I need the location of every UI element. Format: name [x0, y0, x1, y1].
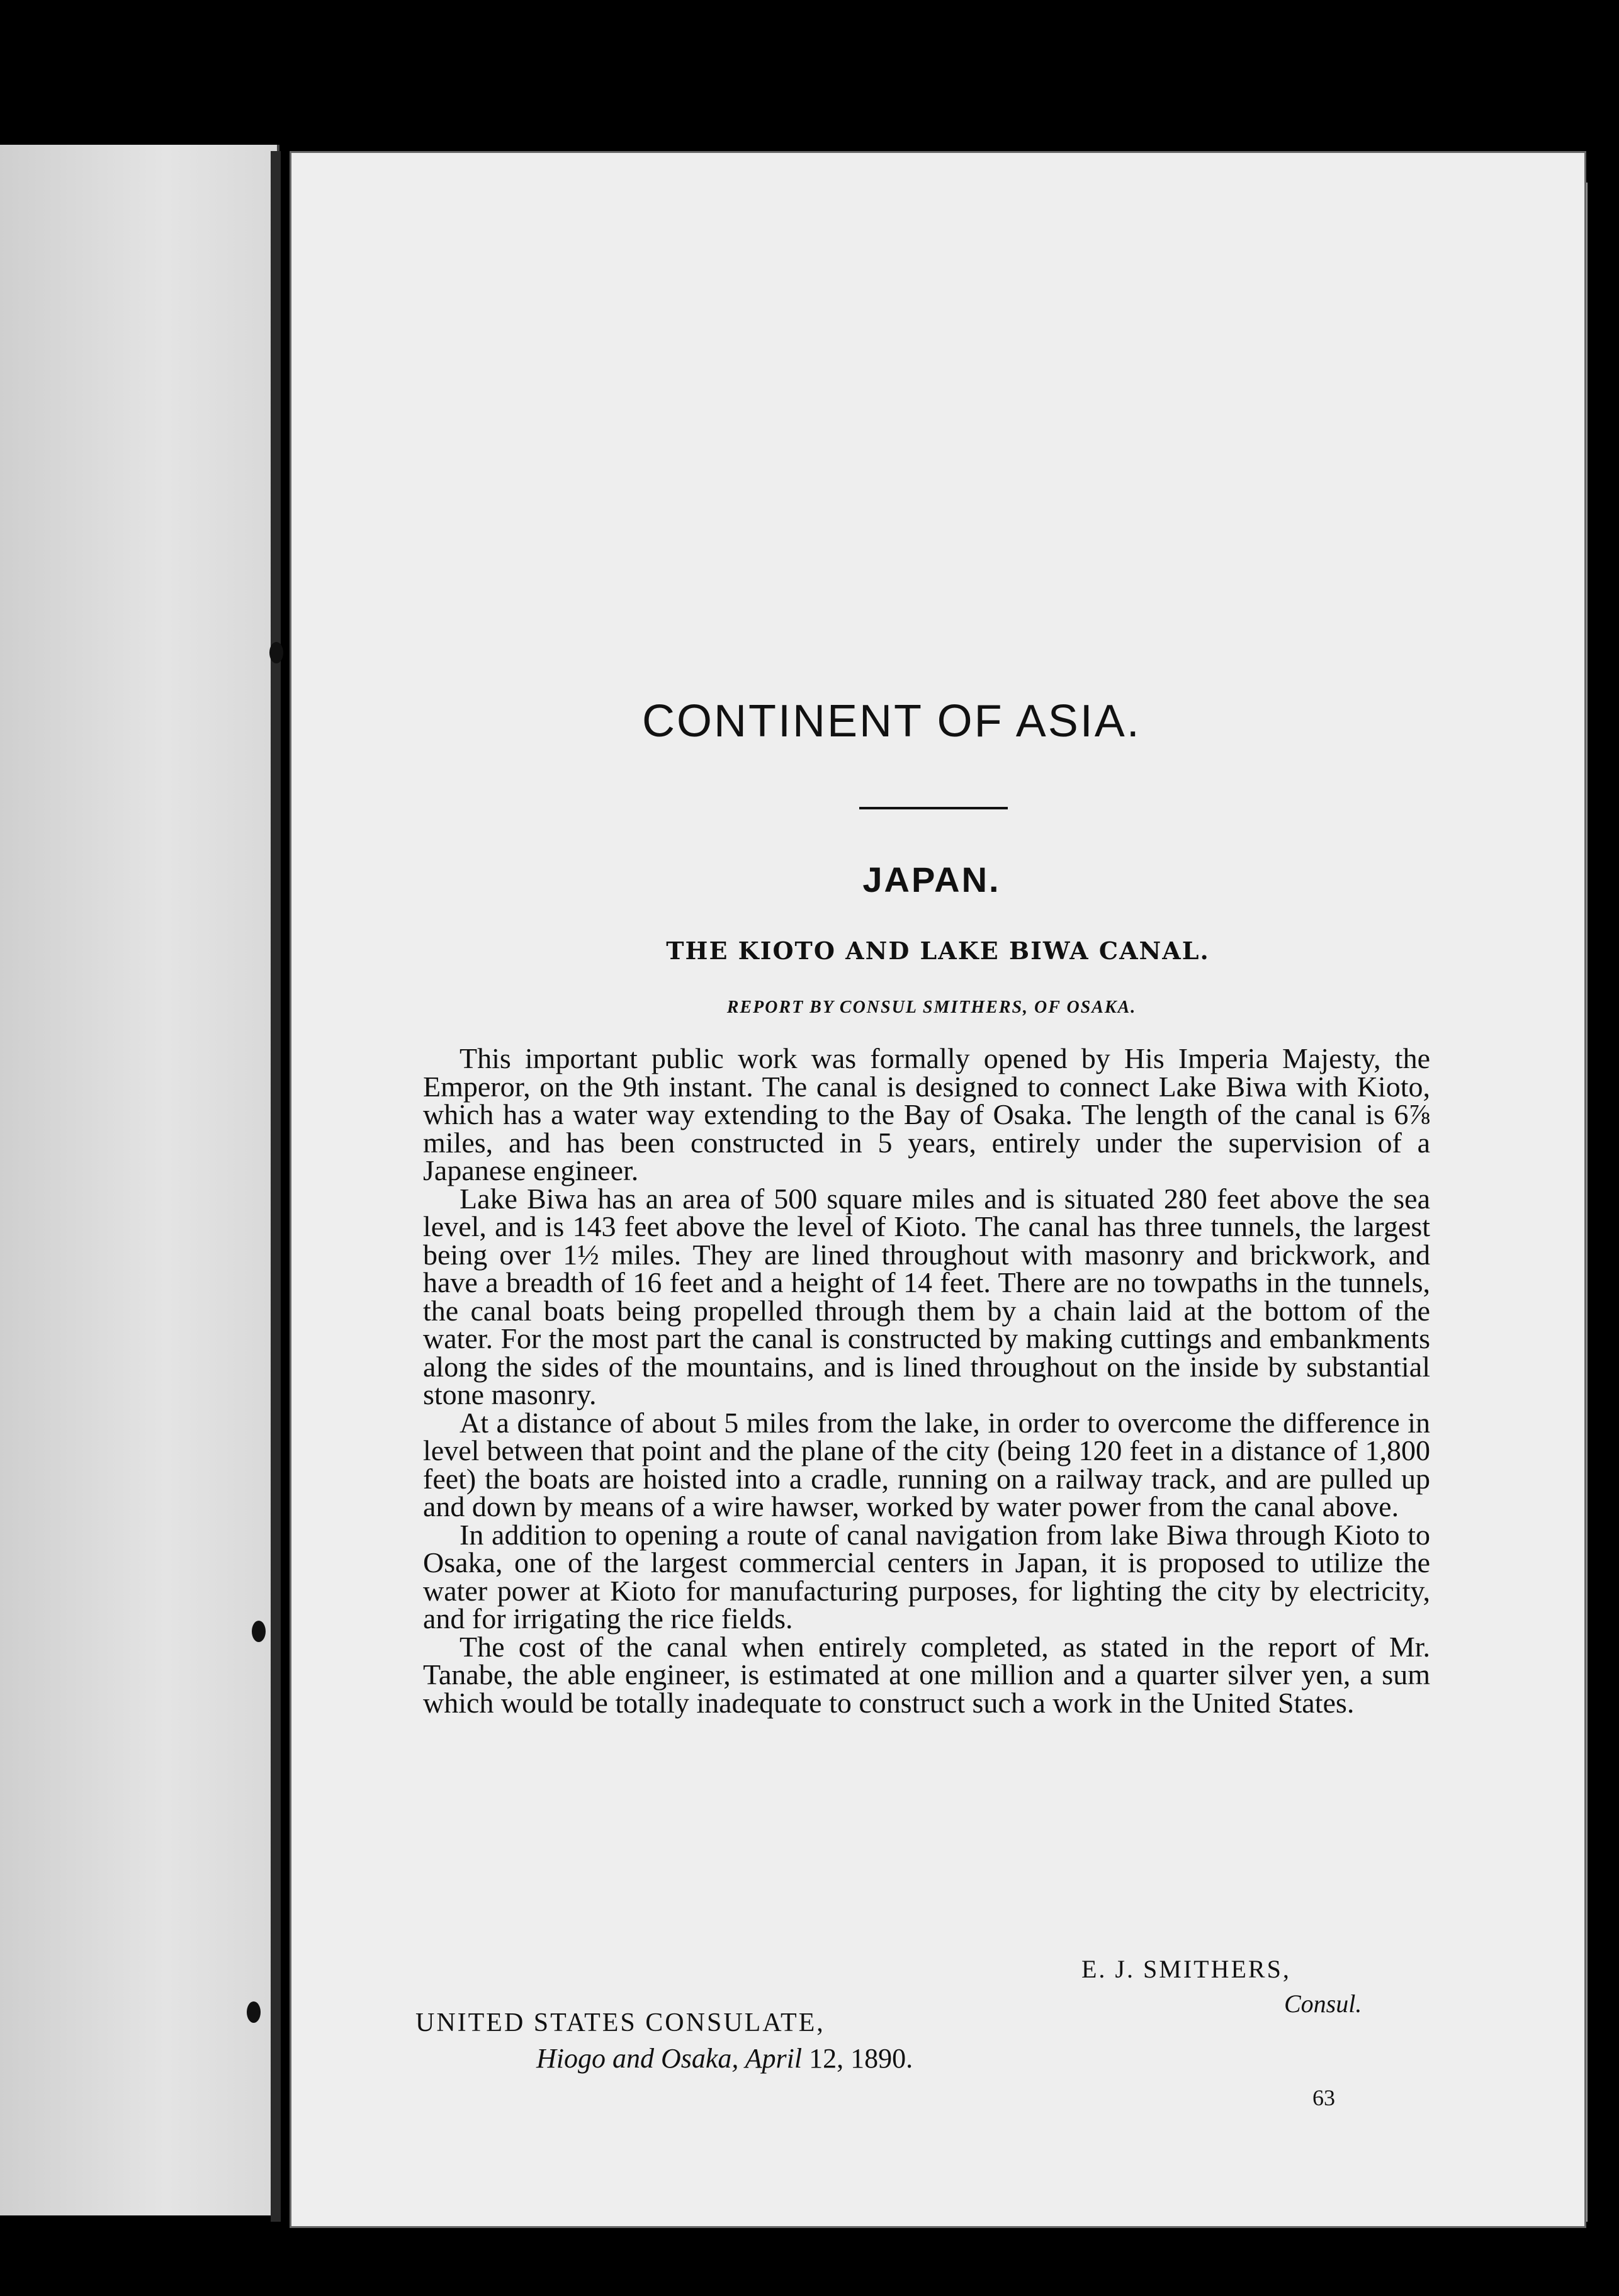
paragraph: At a distance of about 5 miles from the lake, in order to overcome the difference in level between that point and the plane of the city (being 120 feet in a distance of 1,800 feet) the boats are hoisted into a cradle, running on a railway track, and are pulled up and down by means of a wire hawser, worked by water power from the canal above. — [423, 1406, 1430, 1522]
paragraph: In addition to opening a route of canal navigation from lake Biwa through Kioto to Osaka, one of the largest commercial centers in Japan, it is proposed to utilize the water power at Kioto for manufacturing purposes, for lighting the city by electricity, and for irrigating the rice fields. — [423, 1518, 1430, 1635]
binding-stitch — [247, 2001, 261, 2023]
article-title: THE KIOTO AND LAKE BIWA CANAL. — [666, 937, 1210, 965]
article-body — [423, 1042, 1430, 1719]
paragraph: This important public work was formally opened by His Imperia Majesty, the Emperor, on the 9th instant. The canal is designed to connect Lake Biwa with Kioto, which has a water way extending to the Bay of Osaka. The length of the canal is 6⅞ miles, and has been constructed in 5 years, entirely under the supervision of a Japanese engineer. — [423, 1042, 1430, 1186]
paragraph: Lake Biwa has an area of 500 square miles and is situated 280 feet above the sea level, and is 143 feet above the level of Kioto. The canal has three tunnels, the largest being over 1½ miles. They are lined throughout with masonry and brickwork, and have a breadth of 16 feet and a height of 14 feet. There are no towpaths in the tunnels, the canal boats being propelled through them by a chain laid at the bottom of the water. For the most part the canal is constructed by making cuttings and embankments along the sides of the mountains, and is lined throughout on the inside by substantial stone masonry. — [423, 1182, 1430, 1410]
page-heading: CONTINENT OF ASIA. — [642, 696, 1141, 746]
binding-stitch — [269, 642, 283, 663]
consulate-name: UNITED STATES CONSULATE, — [415, 2008, 825, 2037]
signer-name: E. J. SMITHERS, — [1081, 1955, 1291, 1983]
country-heading: JAPAN. — [862, 860, 1001, 899]
paragraph: The cost of the canal when entirely completed, as stated in the report of Mr. Tanabe, the able engineer, is estimated at one million and a quarter silver yen, a sum which would be totally inadequate to construct such a work in the United States. — [423, 1630, 1430, 1719]
heading-rule — [859, 807, 1008, 809]
signer-title: Consul. — [1284, 1989, 1362, 2018]
dateline-place: Hiogo and Osaka, April — [536, 2043, 803, 2074]
dateline-date: 12, 1890. — [809, 2043, 913, 2074]
book-gutter — [271, 151, 281, 2222]
report-byline: REPORT BY CONSUL SMITHERS, OF OSAKA. — [726, 998, 1137, 1017]
facing-page — [0, 145, 279, 2215]
dateline — [536, 2042, 913, 2074]
page-number: 63 — [1312, 2085, 1335, 2110]
binding-stitch — [252, 1621, 266, 1642]
